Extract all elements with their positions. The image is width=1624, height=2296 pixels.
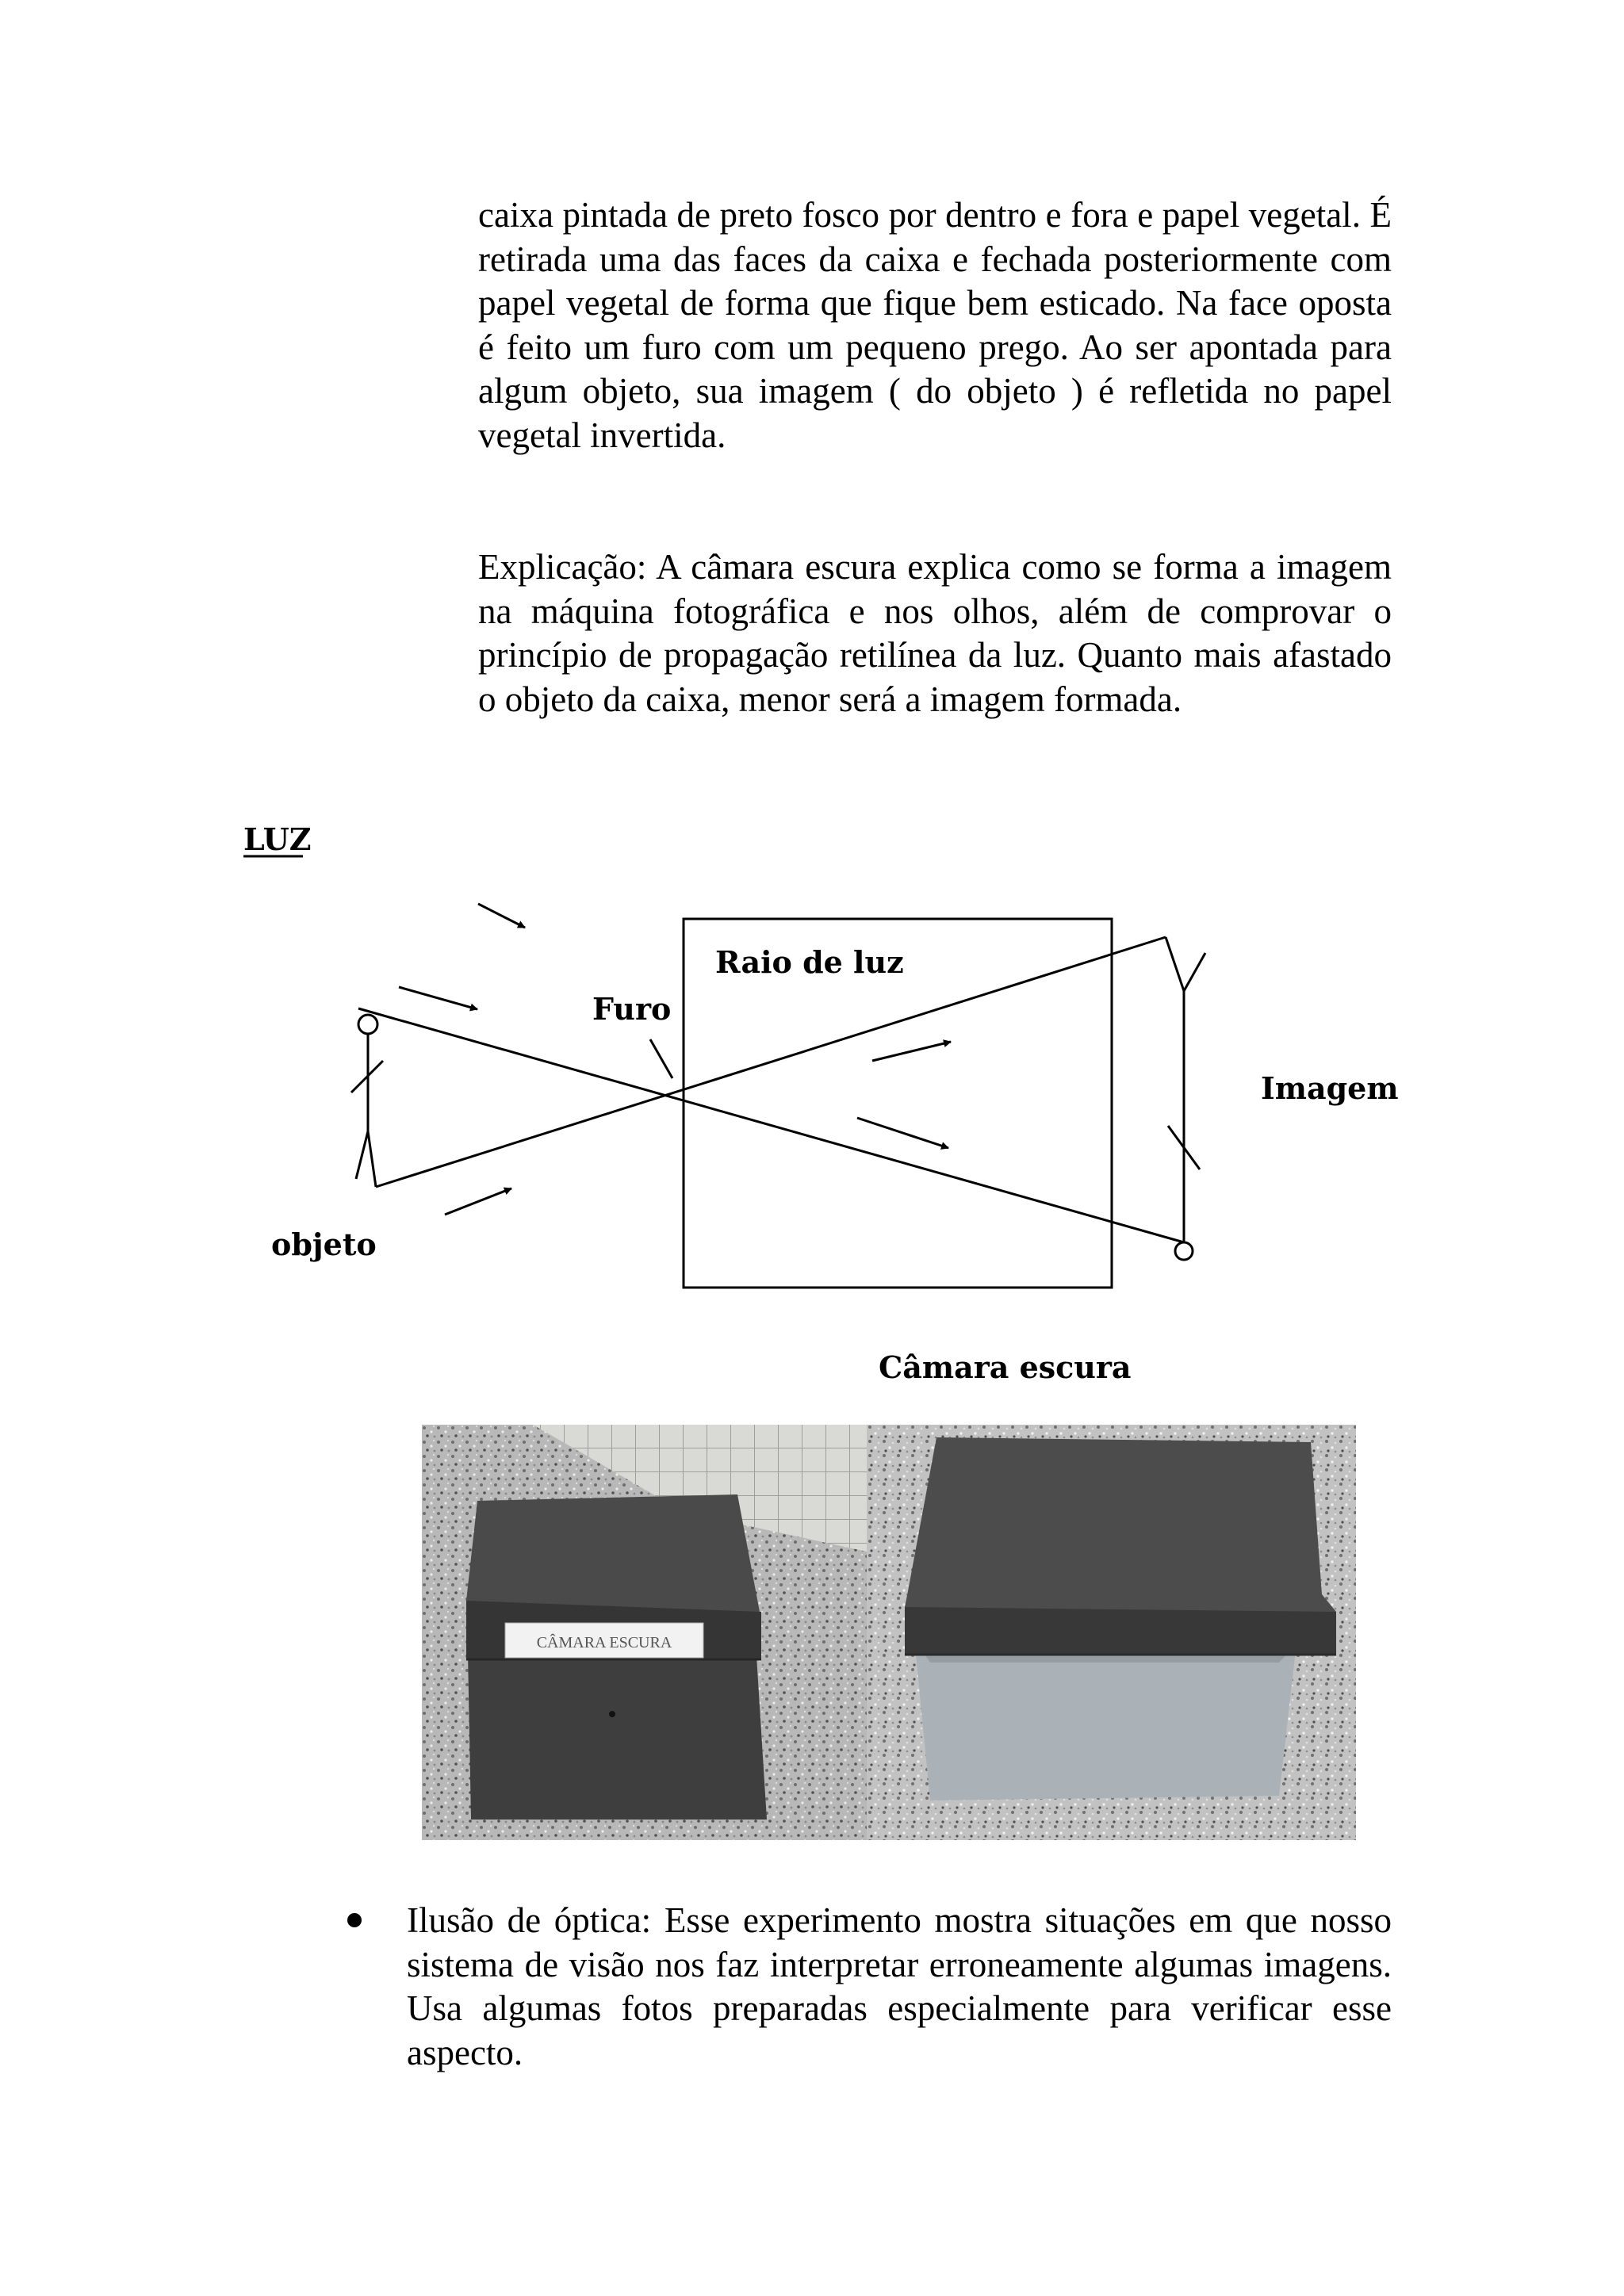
bullet-icon: [347, 1913, 362, 1927]
photos-camera-obscura: [422, 1425, 1356, 1840]
paragraph-optical-illusion: Ilusão de óptica: Esse experimento mostra situações em que nosso sistema de visão nos faz interpretar erroneamente algumas imagens. Usa algumas fotos preparadas especialmente para verificar esse aspecto.: [407, 1900, 1392, 2072]
arrow-ray-1: [872, 1042, 951, 1061]
label-raio-de-luz: Raio de luz: [715, 944, 904, 980]
object-figure: [351, 1015, 383, 1187]
paragraph-description: caixa pintada de preto fosco por dentro e fora e papel vegetal. É retirada uma das faces da caixa e fechada posteriormente com papel vegetal de forma que fique bem esticado. Na face oposta é feito um furo com um pequeno prego. Ao ser apontada para algum objeto, sua imagem ( do objeto ) é refletida no papel vegetal invertida.: [478, 195, 1392, 455]
photo-open-box-drawing: [867, 1425, 1356, 1840]
camera-obscura-diagram: [222, 817, 1411, 1403]
photo-closed-box: [422, 1425, 867, 1840]
diagram-caption: Câmara escura: [879, 1349, 1132, 1385]
label-luz: LUZ: [243, 821, 312, 857]
arrow-light-3: [445, 1188, 511, 1215]
arrow-light-1: [478, 904, 525, 928]
paragraph-explanation: Explicação: A câmara escura explica como se forma a imagem na máquina fotográfica e nos olhos, além de comprovar o princípio de propagação retilínea da luz. Quanto mais afastado o objeto da caixa, menor será a imagem formada.: [478, 547, 1392, 719]
furo-pointer: [650, 1039, 672, 1078]
label-furo: Furo: [592, 991, 672, 1027]
photo-open-box: [867, 1425, 1356, 1840]
arrow-ray-2: [857, 1118, 948, 1148]
label-objeto: objeto: [271, 1226, 377, 1262]
label-imagem: Imagem: [1261, 1070, 1399, 1106]
inverted-image-figure: [1166, 937, 1205, 1260]
ray-top-to-bottom: [358, 1008, 1184, 1242]
arrow-light-2: [399, 987, 477, 1009]
photo-closed-box-drawing: [422, 1425, 867, 1840]
photo-box-label: CÂMARA ESCURA: [536, 1634, 672, 1651]
